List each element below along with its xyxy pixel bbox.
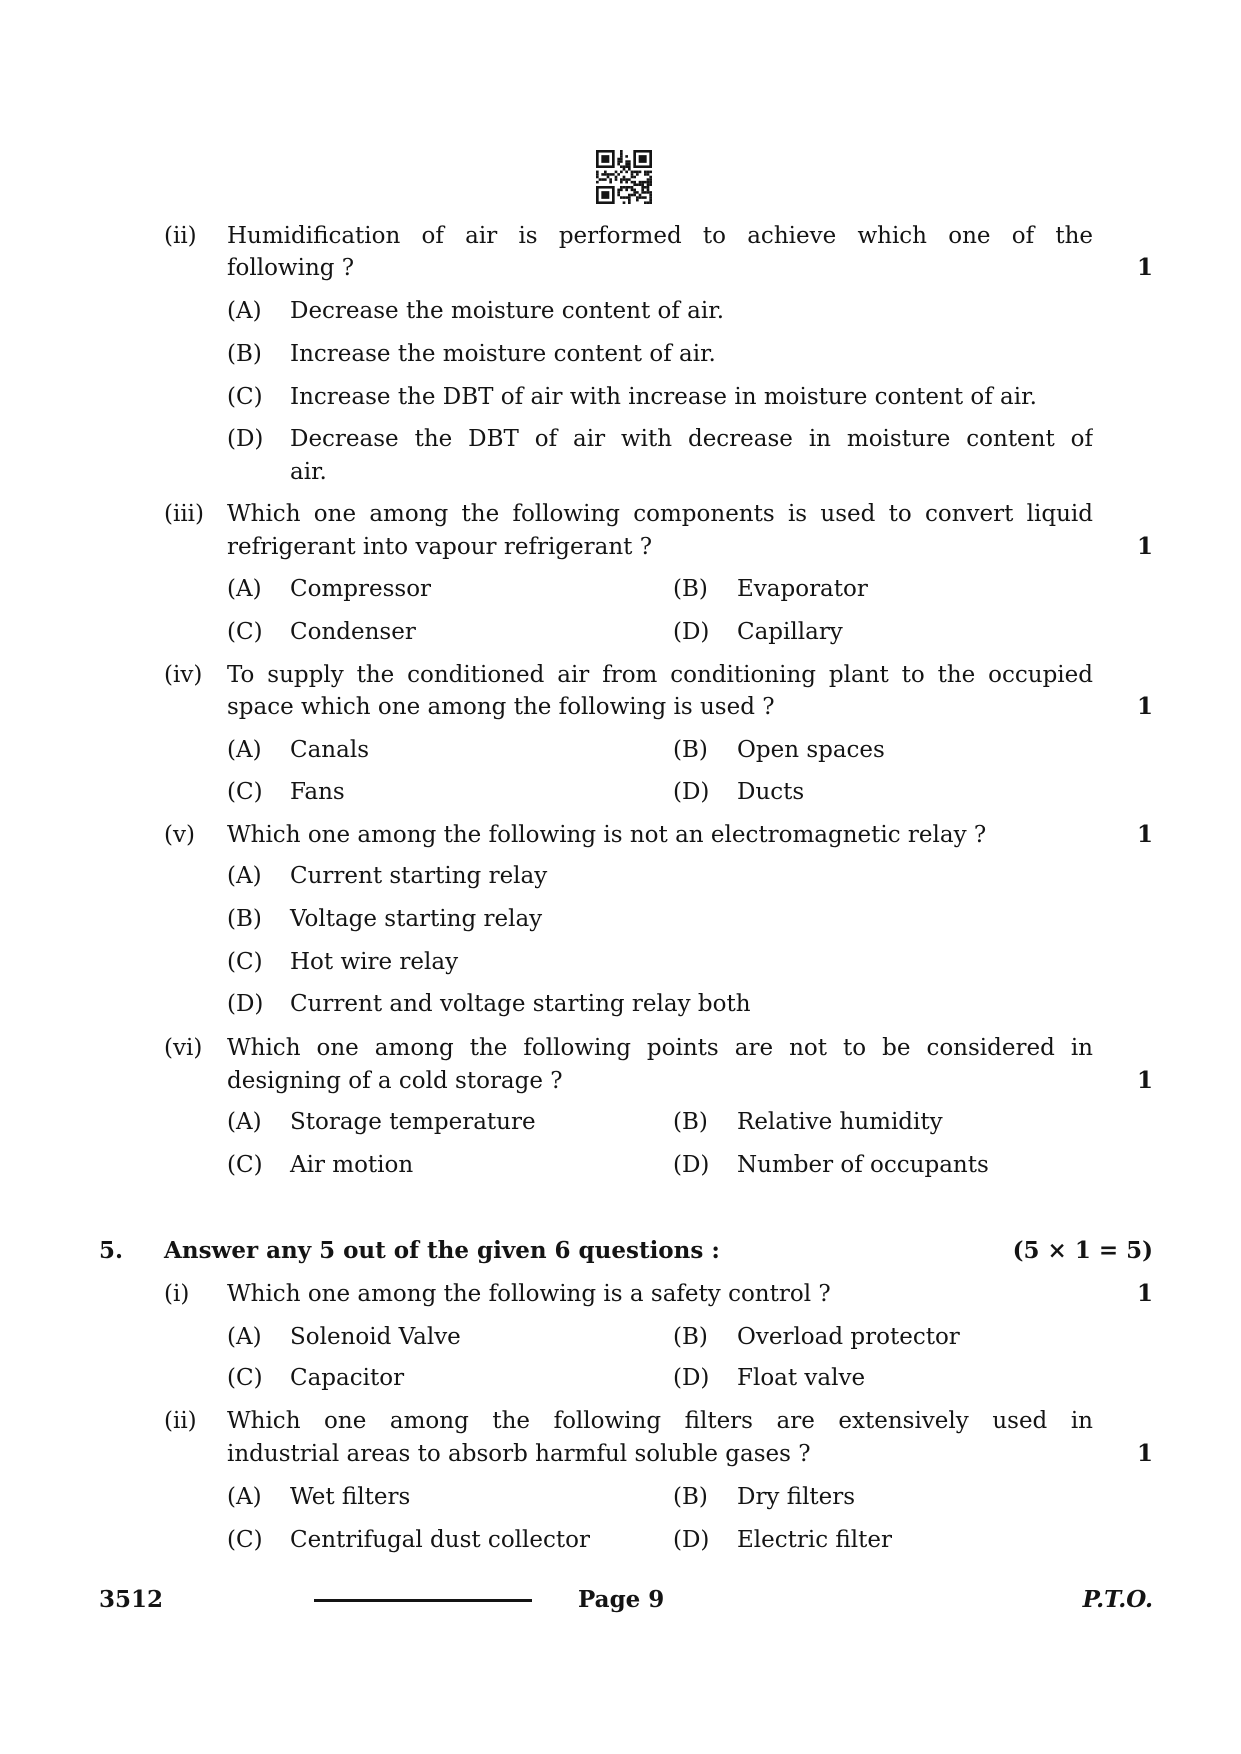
paper-code: 3512	[99, 1586, 164, 1613]
question-row	[0, 1439, 1241, 1469]
question-row	[0, 1279, 1241, 1309]
option-letter: (D)	[673, 619, 710, 645]
option-letter: (D)	[673, 1527, 710, 1553]
question-row	[0, 1406, 1241, 1436]
option-letter: (A)	[227, 576, 262, 602]
question-number: (iv)	[164, 662, 203, 688]
option-text: Air motion	[290, 1152, 414, 1178]
question-text-line: following ?	[227, 255, 355, 281]
footer-rule	[314, 1599, 532, 1602]
page-number: Page 9	[578, 1586, 665, 1613]
question-mark: 1	[1136, 1280, 1153, 1307]
option-text: Fans	[290, 779, 345, 805]
option-text: Decrease the moisture content of air.	[290, 298, 725, 324]
question-number: (v)	[164, 822, 195, 848]
question-row	[0, 1066, 1241, 1096]
question-row	[0, 253, 1241, 283]
option-letter: (C)	[227, 1365, 263, 1391]
question-row	[0, 660, 1241, 690]
option-text: Condenser	[290, 619, 416, 645]
option-text: Relative humidity	[737, 1109, 943, 1135]
option-row	[0, 1322, 1241, 1352]
option-text: Storage temperature	[290, 1109, 536, 1135]
qr-code	[596, 150, 652, 204]
option-row	[0, 1482, 1241, 1512]
question-mark: 1	[1136, 254, 1153, 281]
option-letter: (B)	[673, 576, 708, 602]
option-text: Open spaces	[737, 737, 885, 763]
question-number: (ii)	[164, 223, 197, 249]
question-text-line: Humidification of air is performed to achieve which one of the	[227, 223, 1093, 249]
option-text: Capacitor	[290, 1365, 405, 1391]
question-row	[0, 221, 1241, 251]
option-text: Electric filter	[737, 1527, 892, 1553]
question-text-line: Which one among the following filters are extensively used in	[227, 1408, 1093, 1434]
option-letter: (A)	[227, 863, 262, 889]
option-row	[0, 735, 1241, 765]
question-mark: 1	[1136, 693, 1153, 720]
option-letter: (C)	[227, 619, 263, 645]
option-text: Evaporator	[737, 576, 868, 602]
option-letter: (A)	[227, 298, 262, 324]
option-text: Float valve	[737, 1365, 866, 1391]
question-row	[0, 1033, 1241, 1063]
question-number: (iii)	[164, 501, 205, 527]
option-text: Wet filters	[290, 1484, 411, 1510]
option-row	[0, 989, 1241, 1019]
option-row	[0, 1363, 1241, 1393]
option-letter: (D)	[673, 1365, 710, 1391]
option-row	[0, 382, 1241, 412]
question-number: (vi)	[164, 1035, 203, 1061]
option-letter: (B)	[673, 737, 708, 763]
question-number: (i)	[164, 1281, 190, 1307]
question-row	[0, 499, 1241, 529]
option-text: Current starting relay	[290, 863, 548, 889]
question-row	[0, 532, 1241, 562]
question-text-line: space which one among the following is used ?	[227, 694, 775, 720]
option-row	[0, 424, 1241, 454]
option-row	[0, 1107, 1241, 1137]
section-number: 5.	[99, 1237, 124, 1264]
question-text-line: To supply the conditioned air from conditioning plant to the occupied	[227, 662, 1093, 688]
option-row	[0, 296, 1241, 326]
question-number: (ii)	[164, 1408, 197, 1434]
option-letter: (A)	[227, 737, 262, 763]
option-text: Hot wire relay	[290, 949, 459, 975]
question-mark: 1	[1136, 1440, 1153, 1467]
please-turn-over: P.T.O.	[1082, 1586, 1153, 1613]
option-letter: (C)	[227, 779, 263, 805]
option-letter: (C)	[227, 1527, 263, 1553]
option-row	[0, 574, 1241, 604]
section-heading: Answer any 5 out of the given 6 questions :	[164, 1237, 720, 1264]
option-letter: (B)	[673, 1109, 708, 1135]
section-marks: (5 × 1 = 5)	[1012, 1237, 1153, 1264]
option-text: Voltage starting relay	[290, 906, 543, 932]
option-letter: (D)	[673, 779, 710, 805]
option-text: Capillary	[737, 619, 843, 645]
option-letter: (B)	[673, 1324, 708, 1350]
option-letter: (A)	[227, 1109, 262, 1135]
option-letter: (C)	[227, 949, 263, 975]
option-letter: (B)	[227, 341, 262, 367]
option-letter: (D)	[227, 426, 264, 452]
option-text: Centrifugal dust collector	[290, 1527, 590, 1553]
question-text-line: designing of a cold storage ?	[227, 1068, 563, 1094]
option-text: Overload protector	[737, 1324, 960, 1350]
option-text: Solenoid Valve	[290, 1324, 461, 1350]
option-row	[0, 457, 1241, 487]
option-letter: (A)	[227, 1484, 262, 1510]
question-row	[0, 820, 1241, 850]
option-text: Ducts	[737, 779, 805, 805]
option-row	[0, 947, 1241, 977]
question-text-line: Which one among the following components is used to convert liquid	[227, 501, 1093, 527]
option-text: Increase the moisture content of air.	[290, 341, 716, 367]
option-row	[0, 339, 1241, 369]
page-footer	[0, 1585, 1241, 1615]
option-letter: (C)	[227, 384, 263, 410]
question-mark: 1	[1136, 533, 1153, 560]
option-row	[0, 617, 1241, 647]
option-letter: (B)	[673, 1484, 708, 1510]
option-text: Increase the DBT of air with increase in moisture content of air.	[290, 384, 1037, 410]
option-text: Number of occupants	[737, 1152, 989, 1178]
option-text: air.	[290, 459, 327, 485]
option-row	[0, 1150, 1241, 1180]
option-row	[0, 777, 1241, 807]
option-row	[0, 904, 1241, 934]
option-text: Decrease the DBT of air with decrease in moisture content of	[290, 426, 1093, 452]
option-letter: (C)	[227, 1152, 263, 1178]
question-mark: 1	[1136, 1067, 1153, 1094]
option-letter: (B)	[227, 906, 262, 932]
option-text: Compressor	[290, 576, 432, 602]
option-row	[0, 861, 1241, 891]
option-letter: (D)	[227, 991, 264, 1017]
question-text-line: Which one among the following is a safety control ?	[227, 1281, 831, 1307]
option-row	[0, 1525, 1241, 1555]
section-heading-row	[0, 1236, 1241, 1266]
option-letter: (D)	[673, 1152, 710, 1178]
question-text-line: industrial areas to absorb harmful soluble gases ?	[227, 1441, 811, 1467]
question-mark: 1	[1136, 821, 1153, 848]
question-text-line: Which one among the following is not an electromagnetic relay ?	[227, 822, 987, 848]
option-letter: (A)	[227, 1324, 262, 1350]
question-text-line: refrigerant into vapour refrigerant ?	[227, 534, 653, 560]
option-text: Canals	[290, 737, 369, 763]
option-text: Current and voltage starting relay both	[290, 991, 751, 1017]
question-row	[0, 692, 1241, 722]
option-text: Dry filters	[737, 1484, 856, 1510]
question-text-line: Which one among the following points are not to be considered in	[227, 1035, 1093, 1061]
